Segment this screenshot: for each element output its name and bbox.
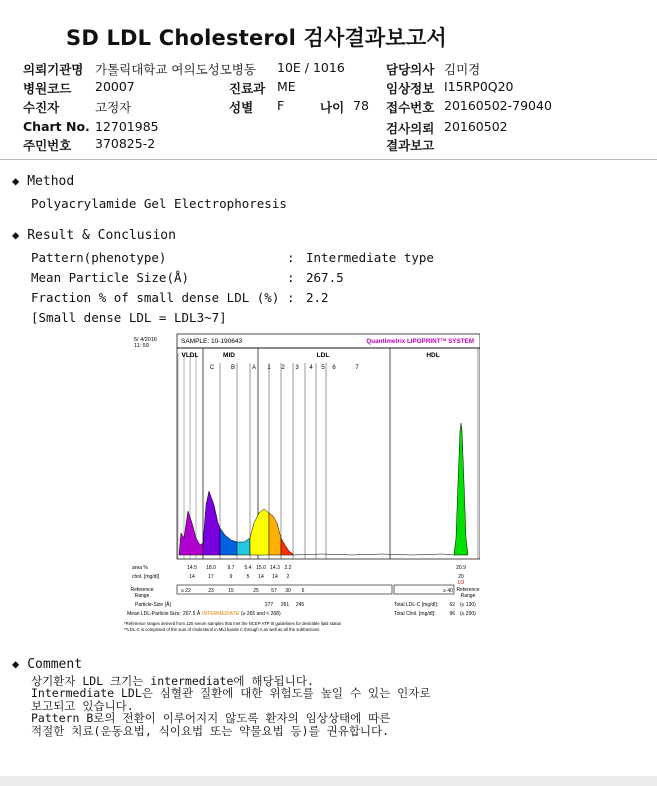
chol-value: 5	[246, 574, 250, 580]
ref-label-hdl-line1: Reference	[456, 587, 480, 593]
ref-label-line1: Reference	[130, 587, 154, 593]
hdl-area-value: 20.9	[456, 565, 466, 571]
total-chol-label: Total Chol. [mg/dl]:	[394, 611, 436, 617]
group-label-ldl: LDL	[316, 352, 330, 359]
footnote-reference: *Reference ranges derived from 125 serum samples that met the NCEP ATP III guidelines for desirable lipid status	[124, 621, 342, 626]
particle-size-value: 245	[295, 602, 305, 608]
label-test-request: 검사의뢰	[386, 121, 435, 136]
chol-value: 2	[286, 574, 290, 580]
sample-id: SAMPLE: 10-190643	[181, 338, 243, 345]
label-chart-no: Chart No.	[23, 119, 90, 134]
particle-size-label: Mean Particle Size(Å)	[31, 270, 190, 285]
ref-value: 30	[285, 588, 291, 594]
ldl-band-label: 3	[295, 365, 299, 371]
lipoprint-report	[122, 333, 480, 635]
hdl-chol-value: 20	[458, 574, 464, 580]
label-requesting-org: 의뢰기관명	[23, 62, 84, 77]
ref-hdl-value: ≥ 40	[443, 588, 453, 594]
value-department: ME	[277, 79, 296, 94]
value-patient: 고정자	[95, 100, 132, 115]
label-clinical-info: 임상정보	[386, 81, 435, 96]
method-heading-text: Method	[27, 174, 75, 189]
label-department: 진료과	[229, 81, 266, 96]
label-resident-number: 주민번호	[23, 138, 72, 153]
total-chol-range: (≤ 200)	[460, 611, 476, 617]
ref-value: 57	[271, 588, 277, 594]
comment-body	[31, 675, 430, 737]
ldl-band-label: 1	[267, 365, 271, 371]
mid-band-label: B	[230, 365, 236, 371]
chol-value: 9	[229, 574, 233, 580]
label-doctor: 담당의사	[386, 62, 435, 77]
particle-size-value: 261	[280, 602, 290, 608]
group-label-mid: MID	[223, 352, 235, 359]
sdldl-fraction-label: Fraction % of small dense LDL (%)	[31, 290, 280, 305]
comment-heading-text: Comment	[27, 657, 83, 672]
result-heading-text: Result & Conclusion	[27, 228, 176, 243]
sdldl-fraction-value: 2.2	[306, 290, 329, 305]
sdldl-definition-note: [Small dense LDL = LDL3~7]	[31, 310, 227, 325]
total-ldl-value: 62	[449, 602, 455, 608]
diamond-bullet-icon: ◆	[12, 228, 20, 242]
page-footer-bar	[0, 776, 657, 786]
value-resident-number: 370825-2	[95, 136, 156, 151]
total-ldl-label: Total LDL-C [mg/dl]:	[394, 602, 439, 608]
comment-line: 보고되고 있습니다.	[31, 698, 134, 713]
value-ward-room: 10E / 1016	[277, 60, 345, 75]
comment-line: 적절한 치료(운동요법, 식이요법 또는 약물요법 등)를 권유합니다.	[31, 723, 390, 738]
particle-size-value: 267.5	[306, 270, 344, 285]
report-date: 5/ 4/2016	[134, 337, 157, 343]
ref-label-line2: Range	[134, 593, 150, 599]
total-ldl-range: (≤ 130)	[460, 602, 476, 608]
value-test-request: 20160502	[444, 119, 508, 134]
mid-band-label: A	[251, 365, 257, 371]
value-clinical-info: I15RP0Q20	[444, 79, 514, 94]
area-value: 14.3	[270, 565, 280, 571]
method-heading	[12, 174, 74, 189]
comment-heading	[12, 657, 82, 672]
mean-particle-label: Mean LDL-Particle Size: 267.5 Å INTERMEDIATE (≥ 265 and < 268)	[127, 611, 281, 617]
particle-size-row-label: Particle-Size (Å)	[135, 602, 172, 608]
area-value: 2.2	[284, 565, 292, 571]
ldl-band-label: 6	[332, 365, 336, 371]
label-receipt-number: 접수번호	[386, 100, 435, 115]
chol-value: 14	[272, 574, 278, 580]
chol-value: 14	[258, 574, 264, 580]
value-chart-no: 12701985	[95, 119, 159, 134]
area-value: 14.5	[187, 565, 197, 571]
area-value: 15.0	[256, 565, 266, 571]
ref-value: 6	[301, 588, 305, 594]
lipoprint-brand: Quantimetrix LIPOPRINT™ SYSTEM	[366, 337, 474, 345]
ref-value: 25	[253, 588, 259, 594]
ref-left-value: ≤ 22	[181, 588, 191, 594]
group-label-vldl: VLDL	[181, 352, 199, 359]
label-result-report: 결과보고	[386, 138, 435, 153]
report-time: 11: 59	[134, 343, 149, 349]
comment-line: Pattern B로의 전환이 이루어지지 않도록 환자의 임상상태에 따른	[31, 711, 391, 726]
value-receipt-number: 20160502-79040	[444, 98, 552, 113]
particle-size-colon: :	[287, 270, 295, 285]
group-label-hdl: HDL	[426, 352, 440, 359]
result-heading	[12, 228, 176, 243]
value-requesting-org: 가톨릭대학교 여의도성모병동	[95, 62, 256, 77]
diamond-bullet-icon: ◆	[12, 657, 20, 671]
ldl-band-label: 2	[281, 365, 285, 371]
pattern-value: Intermediate type	[306, 250, 434, 265]
ref-label-hdl-line2: Range	[460, 593, 476, 599]
pattern-label: Pattern(phenotype)	[31, 250, 167, 265]
area-value: 9.7	[227, 565, 235, 571]
label-patient: 수진자	[23, 100, 60, 115]
chol-label: chol. [mg/dl]	[132, 574, 159, 580]
sdldl-fraction-colon: :	[287, 290, 295, 305]
method-text: Polyacrylamide Gel Electrophoresis	[31, 196, 287, 211]
ldl-band-label: 5	[321, 365, 325, 371]
header-divider	[0, 159, 657, 160]
area-value: 18.0	[206, 565, 216, 571]
mid-band-label: C	[209, 365, 215, 371]
ldl-band-label: 7	[355, 365, 359, 371]
area-label: area %	[132, 565, 148, 571]
footnote-ldl: **LDL-C is comprised of the sum of cholesterol in Mid bands C through A as well as all the subfractions	[124, 627, 320, 632]
ref-value: 15	[228, 588, 234, 594]
chol-value: 17	[208, 574, 214, 580]
area-value: 5.4	[244, 565, 252, 571]
comment-line: 상기환자 LDL 크기는 intermediate에 해당됩니다.	[31, 674, 314, 688]
value-sex: F	[277, 98, 285, 113]
total-chol-value: 96	[449, 611, 455, 617]
label-sex: 성별	[229, 100, 254, 115]
report-title: SD LDL Cholesterol 검사결과보고서	[66, 26, 447, 50]
value-doctor: 김미경	[444, 62, 481, 77]
chol-value: 14	[189, 574, 195, 580]
hdl-flag: LO	[457, 580, 465, 586]
ref-value: 23	[208, 588, 214, 594]
diamond-bullet-icon: ◆	[12, 174, 20, 188]
pattern-colon: :	[287, 250, 295, 265]
ldl-band-label: 4	[309, 365, 313, 371]
label-age: 나이	[320, 100, 345, 115]
value-age: 78	[353, 98, 369, 113]
label-hospital-code: 병원코드	[23, 81, 72, 96]
comment-line: Intermediate LDL은 심혈관 질환에 대한 위험도를 높일 수 있는 인자로	[31, 686, 431, 701]
particle-size-value: 277	[264, 602, 274, 608]
value-hospital-code: 20007	[95, 79, 135, 94]
